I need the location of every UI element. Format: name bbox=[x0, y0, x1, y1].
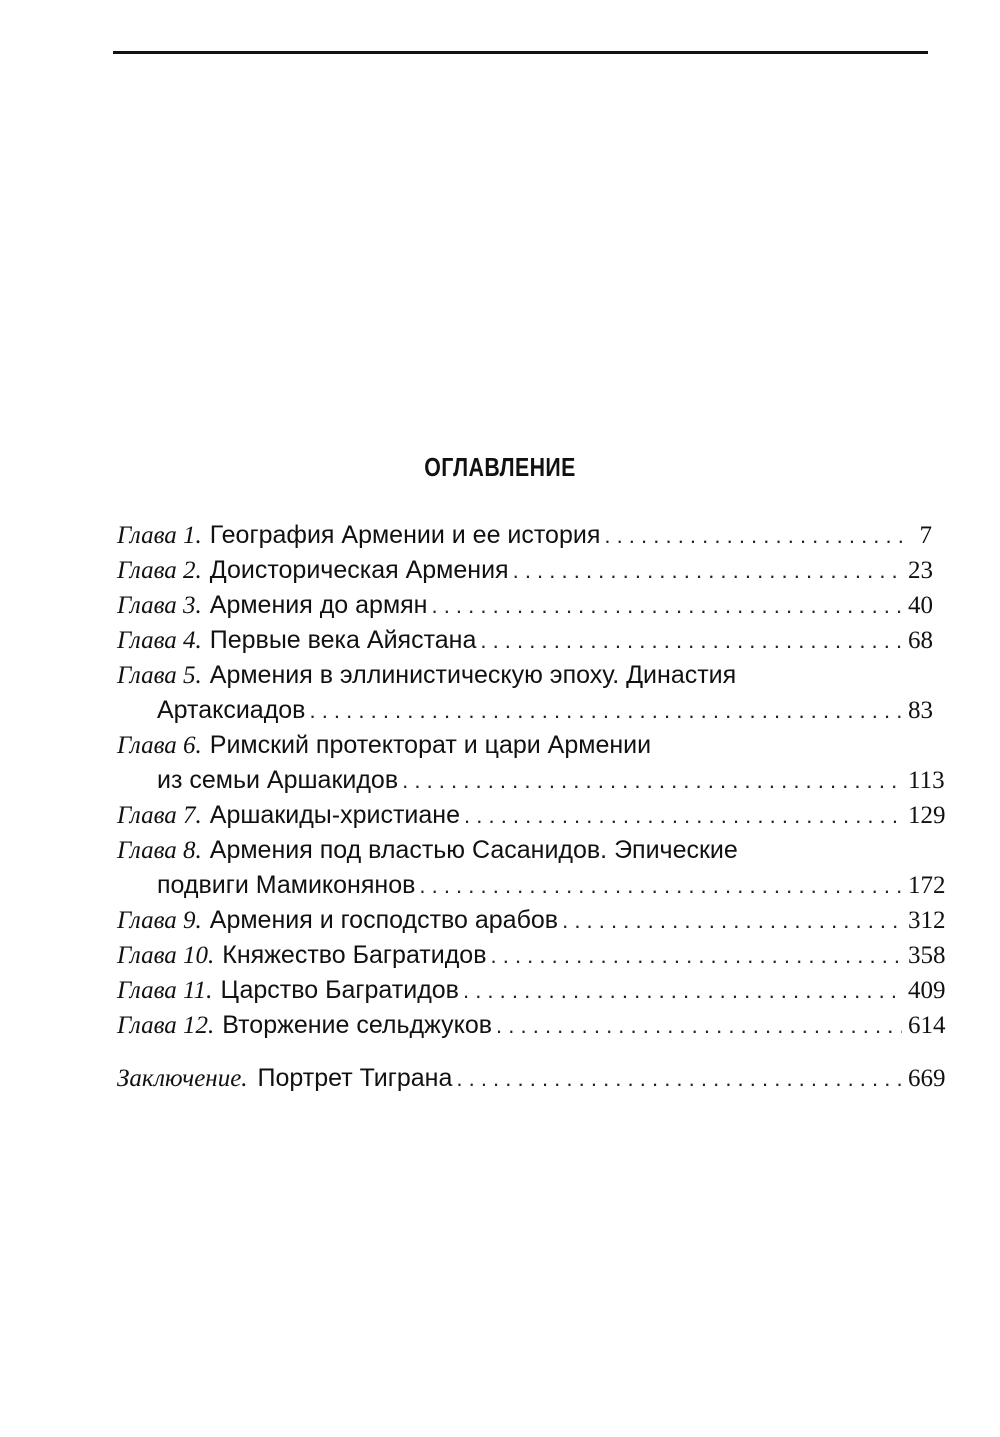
page-number: 614 bbox=[908, 1012, 946, 1039]
dot-leader bbox=[456, 1061, 902, 1096]
chapter-title-continuation: из семьи Аршакидов bbox=[157, 766, 399, 794]
chapter-title: Первые века Айястана bbox=[209, 626, 477, 654]
chapter-title: Доисторическая Армения bbox=[209, 556, 509, 584]
chapter-label: Глава 3. bbox=[117, 592, 202, 619]
chapter-label: Глава 11. bbox=[117, 977, 213, 1004]
page-number: 172 bbox=[908, 872, 946, 899]
toc-entry-chapter-2[interactable] bbox=[117, 553, 932, 588]
chapter-label: Глава 9. bbox=[117, 907, 202, 934]
toc-entry-chapter-5[interactable] bbox=[117, 658, 932, 728]
chapter-title: Римский протекторат и цари Армении bbox=[209, 731, 652, 759]
toc-entry-chapter-4[interactable] bbox=[117, 623, 932, 658]
page-number: 68 bbox=[908, 627, 933, 654]
dot-leader bbox=[463, 973, 902, 1008]
page-number: 83 bbox=[908, 697, 933, 724]
conclusion-label: Заключение. bbox=[117, 1065, 248, 1092]
dot-leader bbox=[309, 693, 902, 728]
chapter-label: Глава 4. bbox=[117, 627, 202, 654]
chapter-label: Глава 2. bbox=[117, 557, 202, 584]
toc-entry-conclusion[interactable] bbox=[117, 1061, 946, 1096]
page-number: 669 bbox=[908, 1065, 946, 1092]
page-number: 312 bbox=[908, 907, 946, 934]
dot-leader bbox=[402, 763, 902, 798]
toc-entry-chapter-10[interactable] bbox=[117, 938, 946, 973]
chapter-label: Глава 8. bbox=[117, 837, 202, 864]
dot-leader bbox=[464, 798, 902, 833]
toc-entry-chapter-11[interactable] bbox=[117, 973, 946, 1008]
page-number: 40 bbox=[908, 592, 933, 619]
dot-leader bbox=[604, 518, 902, 553]
page-number: 23 bbox=[908, 557, 933, 584]
chapter-title: Армения до армян bbox=[209, 591, 428, 619]
toc-title: ОГЛАВЛЕНИЕ bbox=[424, 452, 576, 482]
page-number: 113 bbox=[908, 767, 945, 794]
dot-leader bbox=[513, 553, 902, 588]
section-gap bbox=[117, 1043, 932, 1061]
chapter-title: Армения в эллинистическую эпоху. Династия bbox=[209, 661, 737, 689]
chapter-title: Царство Багратидов bbox=[220, 976, 459, 1004]
toc-entry-chapter-3[interactable] bbox=[117, 588, 932, 623]
chapter-title: География Армении и ее история bbox=[209, 521, 601, 549]
chapter-title: Аршакиды-христиане bbox=[209, 801, 461, 829]
chapter-label: Глава 7. bbox=[117, 802, 202, 829]
page-number: 409 bbox=[908, 977, 946, 1004]
page-number: 129 bbox=[908, 802, 946, 829]
page-number: 7 bbox=[919, 522, 932, 549]
dot-leader bbox=[480, 623, 902, 658]
dot-leader bbox=[419, 868, 902, 903]
chapter-title: Армения и господство арабов bbox=[209, 906, 559, 934]
page-number: 358 bbox=[908, 942, 946, 969]
toc-entry-chapter-12[interactable] bbox=[117, 1008, 946, 1043]
dot-leader bbox=[562, 903, 902, 938]
chapter-label: Глава 1. bbox=[117, 522, 202, 549]
chapter-label: Глава 6. bbox=[117, 732, 202, 759]
toc-entry-chapter-7[interactable] bbox=[117, 798, 946, 833]
chapter-label: Глава 10. bbox=[117, 942, 215, 969]
chapter-title-continuation: Артаксиадов bbox=[157, 696, 306, 724]
toc-entry-chapter-1[interactable] bbox=[117, 518, 932, 553]
top-rule bbox=[113, 51, 928, 54]
dot-leader bbox=[431, 588, 902, 623]
toc-entry-chapter-8[interactable] bbox=[117, 833, 946, 903]
chapter-title: Вторжение сельджуков bbox=[222, 1011, 493, 1039]
toc-entry-chapter-6[interactable] bbox=[117, 728, 945, 798]
chapter-title: Армения под властью Сасанидов. Эпические bbox=[209, 836, 738, 864]
chapter-title-continuation: подвиги Мамиконянов bbox=[157, 871, 416, 899]
chapter-label: Глава 12. bbox=[117, 1012, 215, 1039]
toc-entry-chapter-9[interactable] bbox=[117, 903, 946, 938]
chapter-title: Княжество Багратидов bbox=[222, 941, 487, 969]
dot-leader bbox=[491, 938, 903, 973]
chapter-label: Глава 5. bbox=[117, 662, 202, 689]
dot-leader bbox=[496, 1008, 902, 1043]
conclusion-title: Портрет Тиграна bbox=[257, 1064, 453, 1092]
table-of-contents bbox=[117, 518, 946, 1096]
